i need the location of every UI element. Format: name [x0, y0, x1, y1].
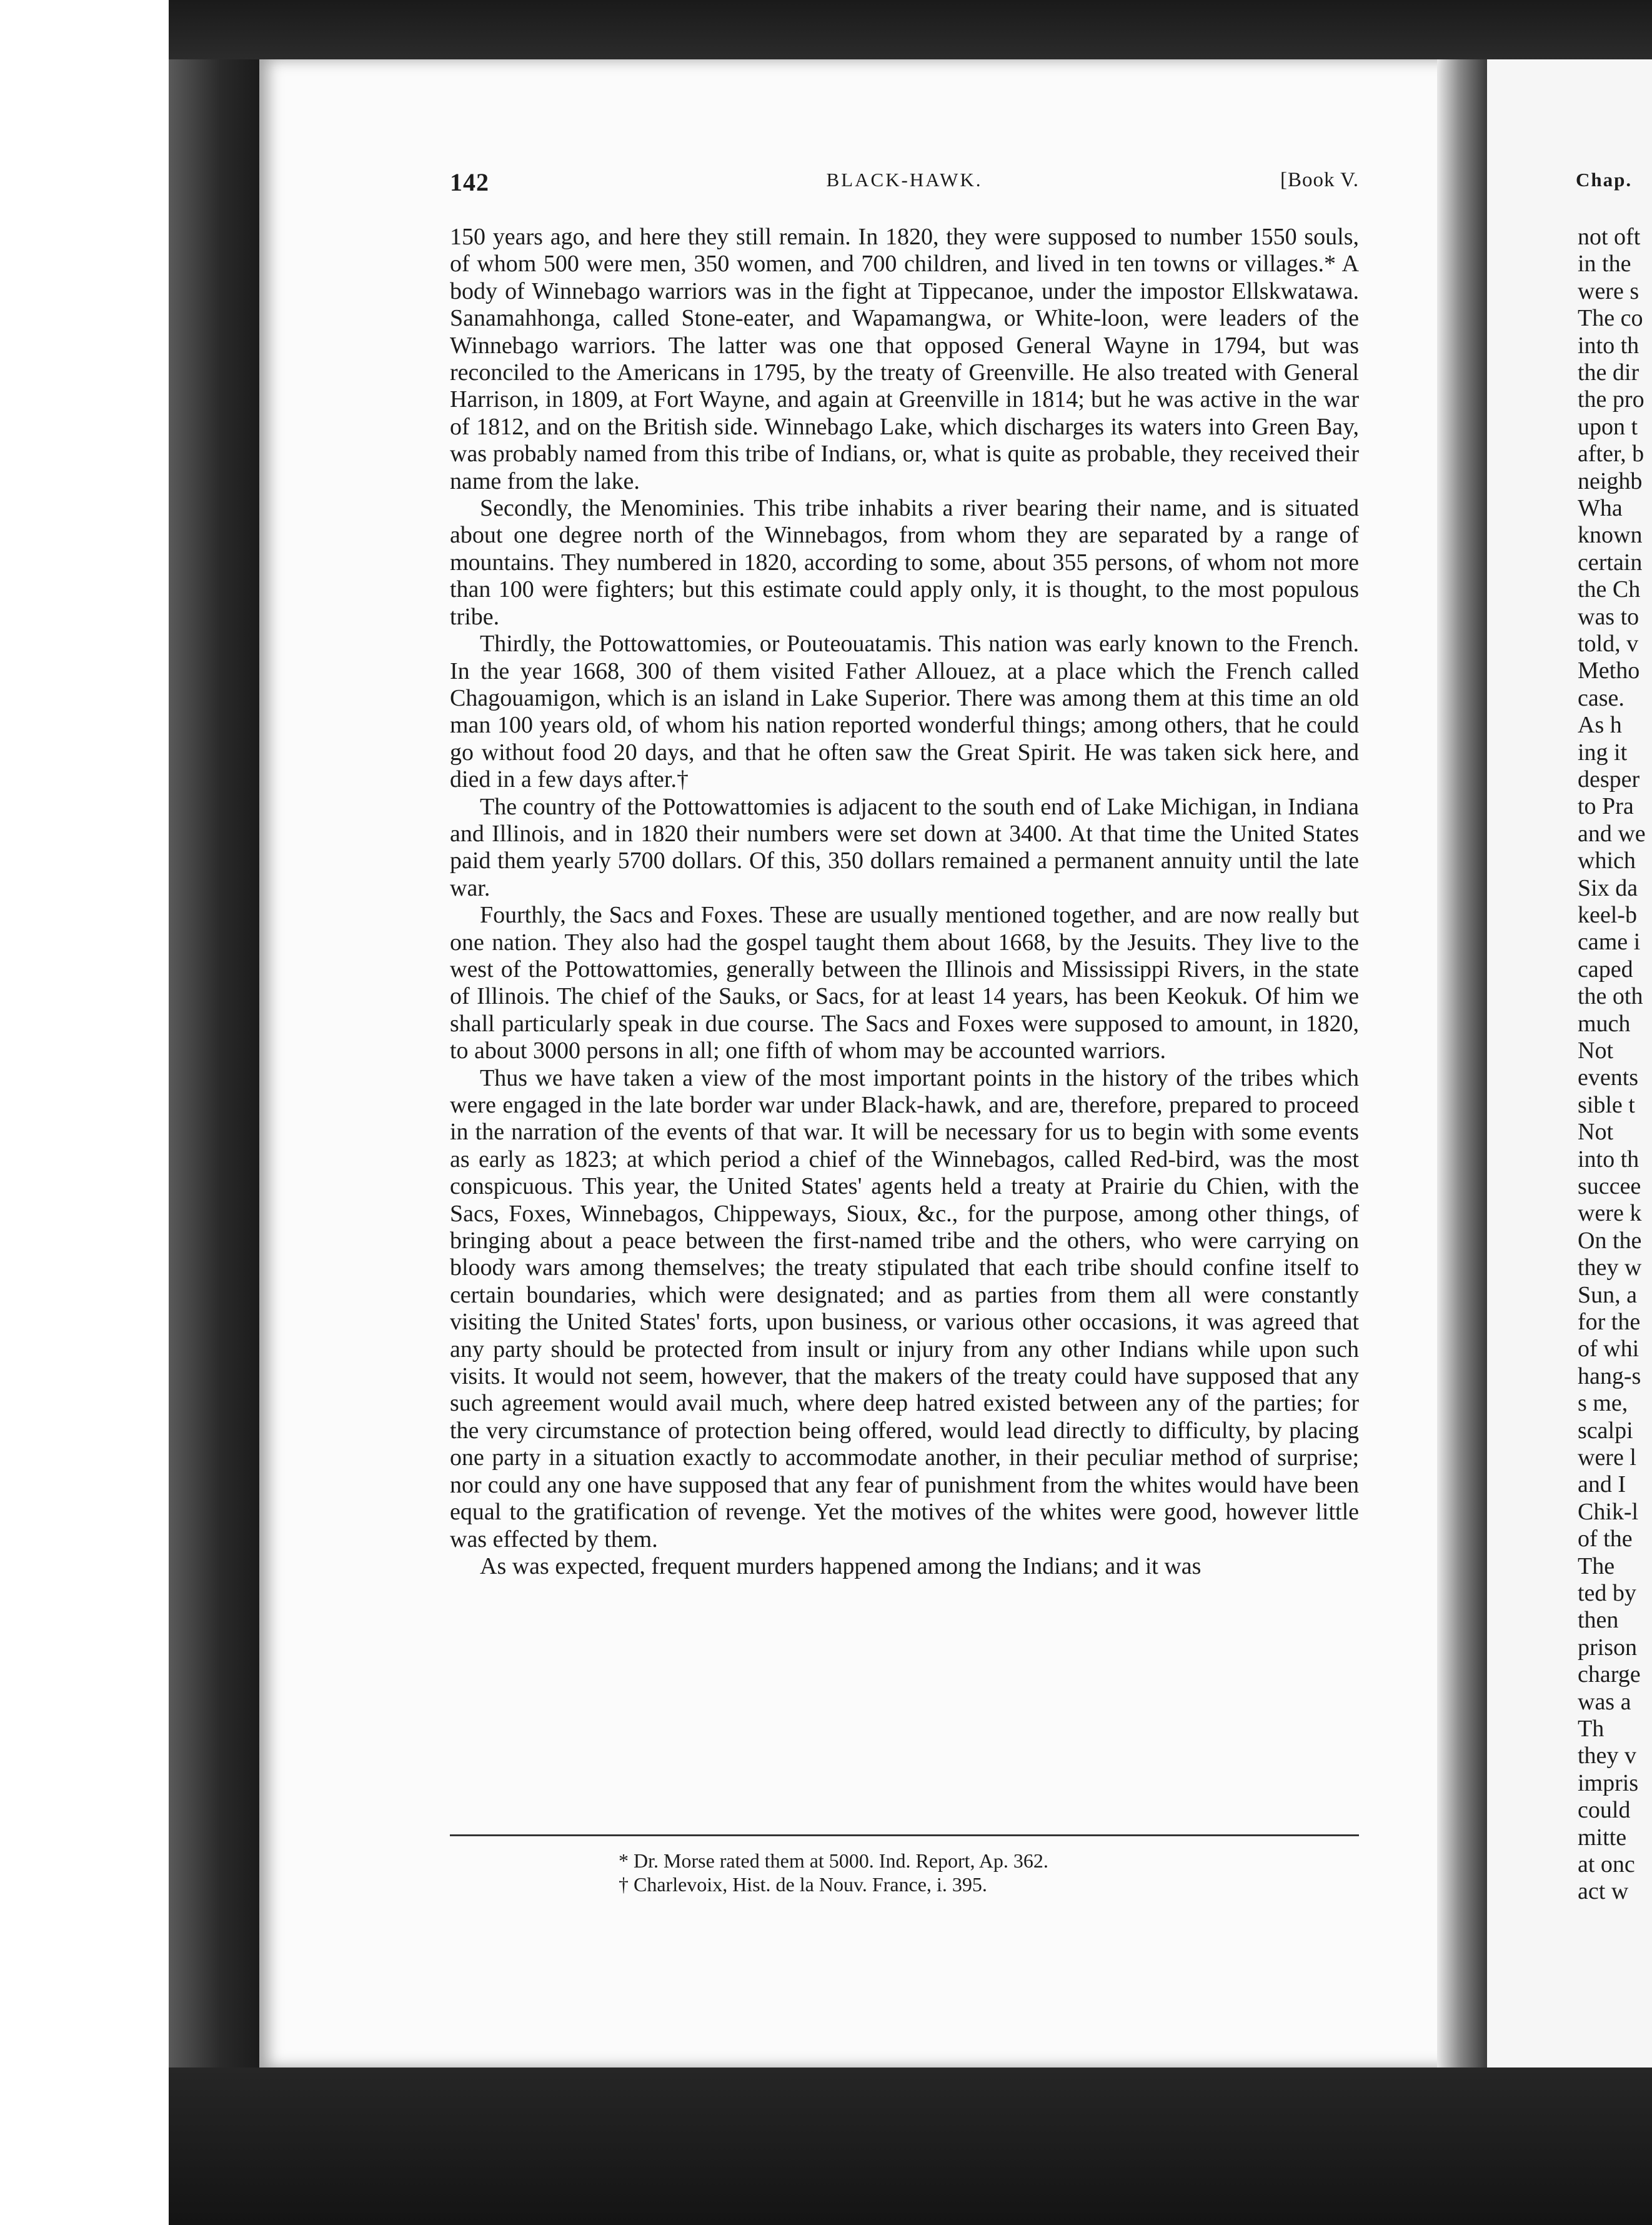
footnote: * Dr. Morse rated them at 5000. Ind. Report, Ap. 362.: [619, 1849, 1048, 1872]
facing-page-line: then: [1578, 1607, 1619, 1634]
facing-page-line: certain: [1578, 549, 1643, 576]
facing-page-line: in the: [1578, 251, 1631, 278]
paragraph: The country of the Pottowattomies is adjacent to the south end of Lake Michigan, in Indiana and Illinois, and in 1820 their numbers were set down at 3400. At that time the United States paid them yearly 5700 dollars. Of this, 350 dollars remained a permanent annuity until the late war.: [450, 793, 1359, 901]
book-gutter: [1437, 59, 1487, 2068]
facing-page-line: scalpi: [1578, 1417, 1633, 1444]
facing-page-line: and I: [1578, 1471, 1626, 1498]
facing-page-line: mitte: [1578, 1824, 1627, 1851]
facing-page-line: s me,: [1578, 1390, 1628, 1417]
facing-page-line: The: [1578, 1552, 1615, 1579]
facing-page-line: ted by: [1578, 1580, 1636, 1606]
scan-top-border: [169, 0, 1652, 59]
paragraph: 150 years ago, and here they still remain. In 1820, they were supposed to number 1550 souls, of whom 500 were men, 350 women, and 700 children, and lived in ten towns or villages.* A body of Winnebago warriors was in the fight at Tippecanoe, under the impostor Ellskwatawa. Sanamahhonga, called Stone-eater, and Wapamangwa, or White-loon, were leaders of the Winnebago warriors. The latter was one that opposed General Wayne in 1794, but was reconciled to the Americans in 1795, by the treaty of Greenville. He also treated with General Harrison, in 1809, at Fort Wayne, and again at Greenville in 1814; but he was active in the war of 1812, and on the British side. Winnebago Lake, which discharges its waters into Green Bay, was probably named from this tribe of Indians, or, what is quite as probable, they received their name from the lake.: [450, 224, 1359, 494]
facing-page-line: act w: [1578, 1878, 1629, 1905]
paragraph: Thus we have taken a view of the most important points in the history of the tribes which were engaged in the late border war under Black-hawk, and are, therefore, prepared to proceed in the narration of the events of that war. It will be necessary for us to begin with some events as early as 1823; at which period a chief of the Winnebagos, called Red-bird, was the most conspicuous. This year, the United States' agents held a treaty at Prairie du Chien, with the Sacs, Foxes, Winnebagos, Chippeways, Sioux, &c., for the purpose, among other things, of bringing about a peace between the first-named tribe and the others, who were carrying on bloody wars among themselves; the treaty stipulated that each tribe should confine itself to certain boundaries, which were designated; and as parties from them all were constantly visiting the United States' forts, upon business, or various other occasions, it was agreed that any party should be protected from insult or injury from any other Indians while upon such visits. It would not seem, however, that the makers of the treaty could have supposed that any such agreement would avail much, where deep hatred existed between any of the parties; for the very circumstance of protection being offered, would lead directly to difficulty, by placing one party in a situation exactly to accommodate another, in their peculiar method of surprise; nor could any one have supposed that any fear of punishment from the whites would have been equal to the gratification of revenge. Yet the motives of the whites were good, however little was effected by them.: [450, 1064, 1359, 1552]
facing-page-line: The co: [1578, 305, 1643, 332]
facing-page-line: were s: [1578, 278, 1640, 304]
running-title: BLACK-HAWK.: [826, 169, 983, 191]
facing-page-line: neighb: [1578, 468, 1643, 494]
facing-page-line: Chik-l: [1578, 1498, 1639, 1525]
facing-page-line: and we: [1578, 820, 1646, 847]
facing-page-line: Metho: [1578, 658, 1640, 684]
facing-page-line: at onc: [1578, 1851, 1635, 1878]
facing-page-line: which: [1578, 848, 1636, 874]
facing-page-line: prison: [1578, 1634, 1637, 1661]
facing-page-line: was a: [1578, 1688, 1631, 1715]
facing-page-line: told, v: [1578, 631, 1639, 657]
facing-page-line: Not: [1578, 1038, 1613, 1064]
facing-page-line: into th: [1578, 332, 1640, 359]
facing-page-line: sible t: [1578, 1091, 1635, 1118]
scan-bottom-border: [169, 2068, 1652, 2225]
book-edge-shadow: [169, 0, 262, 2225]
facing-page-line: was to: [1578, 603, 1640, 630]
page-number: 142: [450, 168, 489, 196]
paragraph: Thirdly, the Pottowattomies, or Pouteouatamis. This nation was early known to the French. In the year 1668, 300 of them visited Father Allouez, at a place which the French called Chagouamigon, which is an island in Lake Superior. There was among them at this time an old man 100 years old, of whom his nation reported wonderful things; among others, that he could go without food 20 days, and that he often saw the Great Spirit. He was taken sick here, and died in a few days after.†: [450, 631, 1359, 793]
facing-page-line: of the: [1578, 1526, 1633, 1552]
facing-page-line: Six da: [1578, 874, 1638, 901]
facing-page-line: of whi: [1578, 1336, 1640, 1362]
facing-page-line: succee: [1578, 1173, 1641, 1199]
facing-page-line: keel-b: [1578, 902, 1637, 928]
facing-page-line: As h: [1578, 712, 1622, 739]
facing-page-line: Not: [1578, 1119, 1613, 1146]
footnote: † Charlevoix, Hist. de la Nouv. France, i. 395.: [619, 1873, 987, 1896]
paragraph: Fourthly, the Sacs and Foxes. These are usually mentioned together, and are now really but one nation. They also had the gospel taught them about 1668, by the Jesuits. They live to the west of the Pottowattomies, generally between the Illinois and Mississippi Rivers, in the state of Illinois. The chief of the Sauks, or Sacs, for at least 14 years, has been Keokuk. Of him we shall particularly speak in due course. The Sacs and Foxes were supposed to amount, in 1820, to about 3000 persons in all; one fifth of whom may be accounted warriors.: [450, 902, 1359, 1064]
body-text: [450, 224, 1359, 1580]
facing-page-line: could: [1578, 1797, 1631, 1824]
facing-page-line: the dir: [1578, 359, 1640, 386]
facing-page-line: case.: [1578, 684, 1625, 711]
facing-page-line: not oft: [1578, 224, 1641, 250]
facing-page-line: caped: [1578, 956, 1633, 982]
facing-page-line: the Ch: [1578, 576, 1641, 603]
facing-page-line: events: [1578, 1064, 1639, 1091]
facing-page-line: upon t: [1578, 413, 1638, 440]
facing-page-line: impris: [1578, 1769, 1639, 1796]
facing-page-line: known: [1578, 522, 1643, 549]
facing-page-header: Chap.: [1576, 169, 1633, 191]
facing-page-line: much: [1578, 1010, 1631, 1037]
facing-page-line: charge: [1578, 1661, 1641, 1688]
facing-page-line: they v: [1578, 1742, 1636, 1769]
footnote-rule: [450, 1834, 1359, 1836]
footnotes: [619, 1849, 1337, 1896]
facing-page-line: On the: [1578, 1227, 1642, 1254]
facing-page-line: they w: [1578, 1254, 1642, 1281]
facing-page-line: ing it: [1578, 739, 1628, 766]
facing-page-line: were l: [1578, 1444, 1636, 1471]
paragraph: Secondly, the Menominies. This tribe inhabits a river bearing their name, and is situated about one degree north of the Winnebagos, from whom they are separated by a range of mountains. They numbered in 1820, according to some, about 355 persons, of whom not more than 100 were fighters; but this estimate could apply only, it is thought, to the most populous tribe.: [450, 495, 1359, 630]
facing-page-line: desper: [1578, 766, 1640, 792]
facing-page-line: were k: [1578, 1200, 1642, 1227]
facing-page-line: the oth: [1578, 983, 1643, 1010]
facing-page-line: Th: [1578, 1716, 1605, 1742]
book-label: [Book V.: [1280, 169, 1359, 191]
facing-page-line: Sun, a: [1578, 1281, 1637, 1308]
facing-page-line: the pro: [1578, 386, 1645, 413]
facing-page-line: came i: [1578, 929, 1641, 956]
facing-page-line: for the: [1578, 1309, 1641, 1335]
facing-page-line: after, b: [1578, 441, 1645, 468]
facing-page-line: into th: [1578, 1146, 1640, 1172]
facing-page-line: Wha: [1578, 495, 1623, 521]
paragraph: As was expected, frequent murders happened among the Indians; and it was: [480, 1552, 1202, 1579]
running-header: [450, 168, 1359, 205]
facing-page-line: hang-s: [1578, 1362, 1641, 1389]
facing-page-line: to Pra: [1578, 793, 1634, 820]
